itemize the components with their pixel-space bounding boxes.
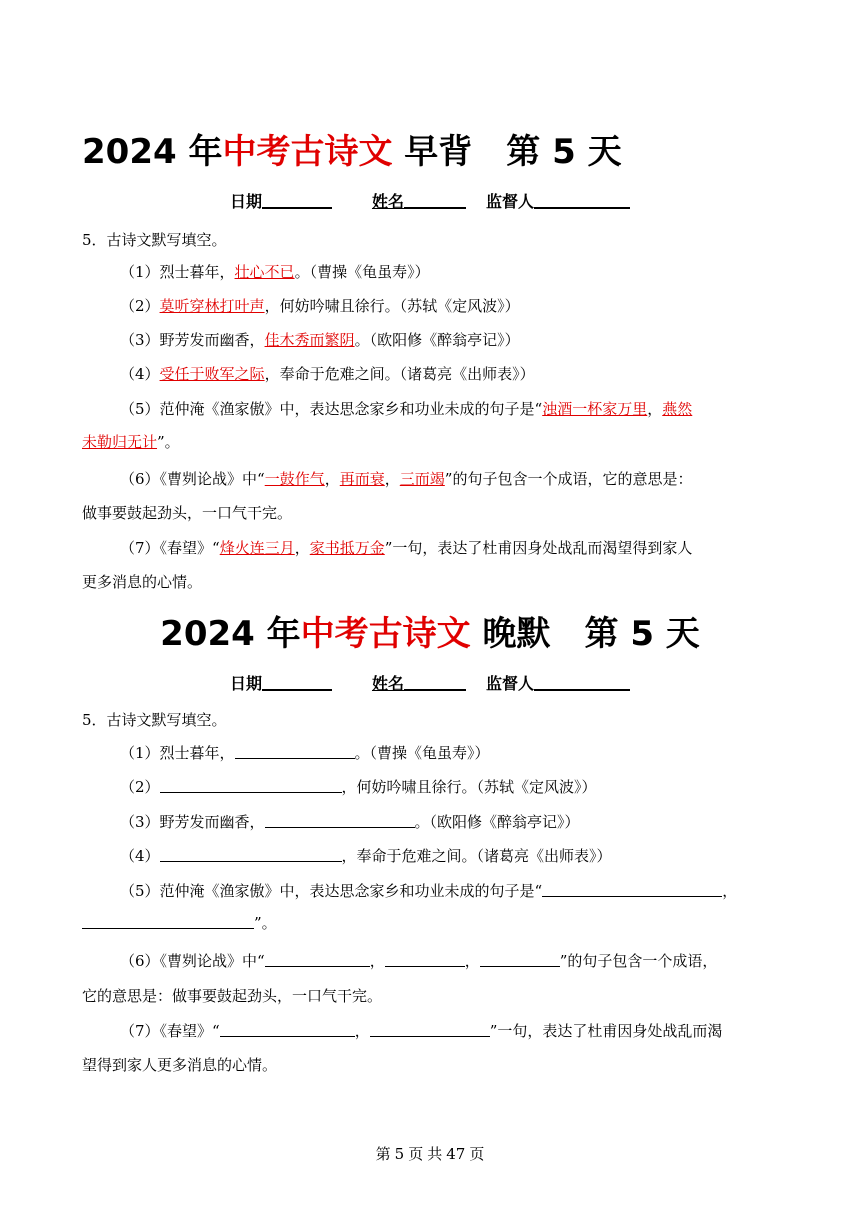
item-2: （2）莫听穿林打叶声，何妨吟啸且徐行。（苏轼《定风波》） (120, 297, 520, 315)
supervisor-label: 监督人 (486, 192, 535, 211)
date-blank[interactable] (262, 193, 332, 209)
page-footer: 第 5 页 共 47 页 (375, 1145, 485, 1163)
answer-blank[interactable] (160, 847, 342, 862)
item-5-cont: 未勒归无计”。 (82, 433, 180, 451)
title-rest: 早背 第 5 天 (392, 132, 622, 172)
name-blank[interactable] (404, 193, 466, 209)
morning-title (0, 132, 860, 172)
item-4: （4） ，奉命于危难之间。（诸葛亮《出师表》） (120, 847, 612, 865)
answer: 再而衰 (339, 470, 385, 488)
title-year: 2024 年 (82, 132, 223, 172)
item-1: （1）烈士暮年，壮心不已。（曹操《龟虽寿》） (120, 263, 430, 281)
answer-blank[interactable] (480, 952, 560, 967)
page-number: 5 (394, 1145, 405, 1163)
answer-blank[interactable] (542, 882, 722, 897)
name-label: 姓名 (371, 192, 404, 211)
answer: 一鼓作气 (264, 470, 325, 488)
supervisor-label: 监督人 (486, 674, 535, 693)
morning-meta-row (0, 192, 860, 212)
answer-blank[interactable] (220, 1022, 355, 1037)
answer-blank[interactable] (160, 778, 342, 793)
item-6-cont: 做事要鼓起劲头，一口气干完。 (82, 504, 293, 522)
item-3: （3）野芳发而幽香， 。（欧阳修《醉翁亭记》） (120, 813, 580, 831)
title-year: 2024 年 (160, 614, 301, 654)
date-label: 日期 (229, 674, 262, 693)
item-7: （7）《春望》“烽火连三月，家书抵万金”一句，表达了杜甫因身处战乱而渴望得到家人 (120, 539, 693, 557)
item-3: （3）野芳发而幽香，佳木秀而繁阴。（欧阳修《醉翁亭记》） (120, 331, 520, 349)
item-7-cont: 望得到家人更多消息的心情。 (82, 1056, 278, 1074)
item-7: （7）《春望》“ ， ”一句，表达了杜甫因身处战乱而渴 (120, 1022, 723, 1040)
item-5: （5）范仲淹《渔家傲》中，表达思念家乡和功业未成的句子是“浊酒一杯家万里，燕然 (120, 400, 693, 418)
answer-blank[interactable] (265, 813, 415, 828)
item-5-cont: ”。 (82, 912, 277, 934)
answer-blank[interactable] (265, 952, 370, 967)
supervisor-blank[interactable] (534, 193, 630, 209)
item-6: （6）《曹刿论战》中“一鼓作气，再而衰，三而竭”的句子包含一个成语，它的意思是： (120, 470, 693, 488)
name-blank[interactable] (404, 675, 466, 691)
item-4: （4）受任于败军之际，奉命于危难之间。（诸葛亮《出师表》） (120, 365, 535, 383)
evening-title (0, 614, 860, 654)
page-total: 47 (446, 1145, 466, 1163)
title-rest: 晚默 第 5 天 (470, 614, 700, 654)
evening-meta-row (0, 674, 860, 694)
answer-blank[interactable] (82, 914, 254, 929)
question-header: 5．古诗文默写填空。 (82, 711, 227, 729)
item-5: （5）范仲淹《渔家傲》中，表达思念家乡和功业未成的句子是“ ， (120, 882, 738, 900)
answer: 未勒归无计 (82, 433, 158, 451)
item-6: （6）《曹刿论战》中“ ， ， ”的句子包含一个成语， (120, 952, 718, 970)
answer-blank[interactable] (370, 1022, 490, 1037)
name-label: 姓名 (371, 674, 404, 693)
answer: 佳木秀而繁阴 (264, 331, 355, 349)
answer-blank[interactable] (385, 952, 465, 967)
item-6-cont: 它的意思是：做事要鼓起劲头，一口气干完。 (82, 987, 383, 1005)
item-2: （2） ，何妨吟啸且徐行。（苏轼《定风波》） (120, 778, 597, 796)
question-header: 5．古诗文默写填空。 (82, 231, 227, 249)
answer: 莫听穿林打叶声 (159, 297, 265, 315)
answer: 壮心不已 (234, 263, 295, 281)
answer: 浊酒一杯家万里 (542, 400, 648, 418)
date-blank[interactable] (262, 675, 332, 691)
answer-blank[interactable] (235, 744, 355, 759)
title-highlight: 中考古诗文 (222, 132, 393, 172)
supervisor-blank[interactable] (534, 675, 630, 691)
title-highlight: 中考古诗文 (300, 614, 471, 654)
item-7-cont: 更多消息的心情。 (82, 573, 203, 591)
answer: 三而竭 (399, 470, 445, 488)
date-label: 日期 (229, 192, 262, 211)
answer: 受任于败军之际 (159, 365, 265, 383)
item-1: （1）烈士暮年， 。（曹操《龟虽寿》） (120, 744, 490, 762)
answer: 燕然 (662, 400, 693, 418)
answer: 烽火连三月 (219, 539, 295, 557)
answer: 家书抵万金 (309, 539, 385, 557)
